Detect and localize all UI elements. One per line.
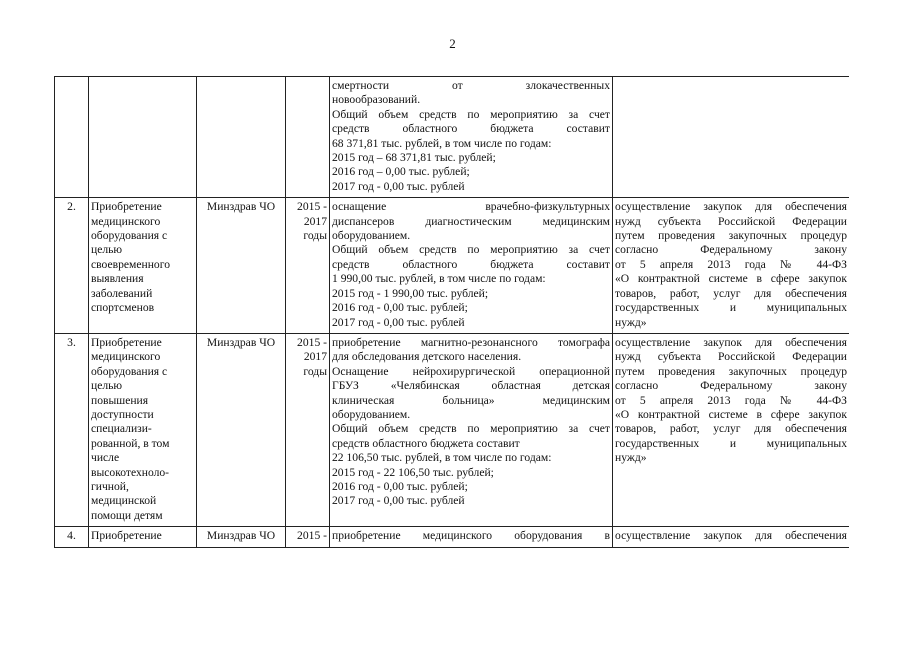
period-line: 2017 bbox=[303, 350, 327, 364]
procurement-line: «О контрактной системе в сфере закупок bbox=[615, 407, 847, 421]
activity-line: новообразований. bbox=[332, 93, 421, 107]
activity-line: приобретение магнитно-резонансного томографа bbox=[332, 335, 610, 349]
activity-name-line: своевременного bbox=[91, 257, 170, 271]
activity-line: 2017 год - 0,00 тыс. рублей bbox=[332, 179, 465, 193]
page-number: 2 bbox=[449, 36, 456, 51]
period-line: 2017 bbox=[303, 214, 327, 228]
procurement-line: товаров, работ, услуг для обеспечения bbox=[615, 286, 847, 300]
activity-name-line: повышения bbox=[91, 393, 149, 407]
activity-line: приобретение медицинского оборудования в bbox=[332, 529, 610, 543]
procurement-cell bbox=[613, 77, 850, 198]
activity-name-line: высокотехноло- bbox=[91, 465, 170, 479]
table-row bbox=[55, 333, 850, 526]
table-body bbox=[55, 77, 850, 548]
procurement-line: согласно Федеральному закону bbox=[615, 379, 847, 393]
period-line: годы bbox=[303, 229, 327, 243]
activity-name-cell bbox=[89, 527, 197, 547]
procurement-line: нужд субъекта Российской Федерации bbox=[615, 214, 847, 228]
executor-cell: Минздрав ЧО bbox=[197, 198, 286, 334]
activity-name-line: целью bbox=[91, 243, 123, 257]
activity-line: 1 990,00 тыс. рублей, в том числе по годам: bbox=[332, 272, 546, 286]
activity-cell bbox=[330, 333, 613, 526]
activity-name-line: Приобретение bbox=[91, 200, 162, 214]
activity-line: Общий объем средств по мероприятию за счет bbox=[332, 243, 610, 257]
activity-name-line: выявления bbox=[91, 272, 144, 286]
table-row bbox=[55, 198, 850, 334]
procurement-cell bbox=[613, 527, 850, 547]
executor-cell bbox=[197, 77, 286, 198]
executor-cell: Минздрав ЧО bbox=[197, 527, 286, 547]
procurement-cell bbox=[613, 333, 850, 526]
activity-line: 2016 год - 0,00 тыс. рублей; bbox=[332, 301, 468, 315]
activity-name-cell bbox=[89, 77, 197, 198]
period-cell bbox=[286, 527, 330, 547]
activity-line: 2016 год – 0,00 тыс. рублей; bbox=[332, 165, 470, 179]
period-line: годы bbox=[303, 364, 327, 378]
period-cell bbox=[286, 198, 330, 334]
activity-line: 2015 год – 68 371,81 тыс. рублей; bbox=[332, 151, 496, 165]
procurement-line: «О контрактной системе в сфере закупок bbox=[615, 272, 847, 286]
procurement-line: товаров, работ, услуг для обеспечения bbox=[615, 422, 847, 436]
activity-cell bbox=[330, 77, 613, 198]
activity-cell bbox=[330, 527, 613, 547]
row-number-cell bbox=[55, 77, 89, 198]
executor-cell: Минздрав ЧО bbox=[197, 333, 286, 526]
activity-line: ГБУЗ «Челябинская областная детская bbox=[332, 379, 610, 393]
procurement-line: путем проведения закупочных процедур bbox=[615, 364, 847, 378]
activity-line: 68 371,81 тыс. рублей, в том числе по годам: bbox=[332, 136, 552, 150]
activity-name-line: медицинской bbox=[91, 494, 157, 508]
activity-name-line: числе bbox=[91, 451, 120, 465]
activity-line: 2015 год - 1 990,00 тыс. рублей; bbox=[332, 286, 489, 300]
period-cell bbox=[286, 333, 330, 526]
row-number-cell: 3. bbox=[55, 333, 89, 526]
activity-name-line: рованной, в том bbox=[91, 436, 170, 450]
activity-line: 2016 год - 0,00 тыс. рублей; bbox=[332, 479, 468, 493]
activity-line: смертности от злокачественных bbox=[332, 79, 610, 92]
table-row bbox=[55, 77, 850, 198]
activity-line: Общий объем средств по мероприятию за счет bbox=[332, 107, 610, 121]
activity-name-line: спортсменов bbox=[91, 301, 155, 315]
row-number-cell: 4. bbox=[55, 527, 89, 547]
period-cell bbox=[286, 77, 330, 198]
activity-name-line: оборудования с bbox=[91, 229, 168, 243]
activity-name-line: целью bbox=[91, 379, 123, 393]
activity-name-cell bbox=[89, 333, 197, 526]
activity-line: 2017 год - 0,00 тыс. рублей bbox=[332, 315, 465, 329]
procurement-line: от 5 апреля 2013 года № 44-ФЗ bbox=[615, 393, 847, 407]
procurement-line: государственных и муниципальных bbox=[615, 301, 847, 315]
activity-line: Оснащение нейрохирургической операционной bbox=[332, 364, 610, 378]
row-number-cell: 2. bbox=[55, 198, 89, 334]
procurement-line: от 5 апреля 2013 года № 44-ФЗ bbox=[615, 257, 847, 271]
activity-name-line: заболеваний bbox=[91, 286, 153, 300]
activity-name-line: гичной, bbox=[91, 479, 129, 493]
activity-line: средств областного бюджета составит bbox=[332, 436, 520, 450]
period-line: 2015 - bbox=[297, 335, 327, 349]
activity-name-line: помощи детям bbox=[91, 508, 163, 522]
period-line: 2015 - bbox=[297, 529, 327, 543]
procurement-line: нужд» bbox=[615, 315, 647, 329]
activity-line: оборудованием. bbox=[332, 229, 411, 243]
procurement-line: нужд» bbox=[615, 451, 647, 465]
program-activities-table bbox=[54, 76, 849, 548]
activity-line: средств областного бюджета составит bbox=[332, 257, 610, 271]
activity-name-line: специализи- bbox=[91, 422, 152, 436]
activity-line: оборудованием. bbox=[332, 407, 411, 421]
procurement-line: согласно Федеральному закону bbox=[615, 243, 847, 257]
procurement-line: путем проведения закупочных процедур bbox=[615, 229, 847, 243]
procurement-line: осуществление закупок для обеспечения bbox=[615, 200, 847, 214]
activity-name-cell bbox=[89, 198, 197, 334]
activity-name-line: медицинского bbox=[91, 350, 161, 364]
activity-line: клиническая больница» медицинским bbox=[332, 393, 610, 407]
activity-line: оснащение врачебно-физкультурных bbox=[332, 200, 610, 214]
activity-line: средств областного бюджета составит bbox=[332, 122, 610, 136]
activity-name-line: Приобретение bbox=[91, 335, 162, 349]
activity-name-line: оборудования с bbox=[91, 364, 168, 378]
procurement-line: осуществление закупок для обеспечения bbox=[615, 335, 847, 349]
procurement-cell bbox=[613, 198, 850, 334]
table-row bbox=[55, 527, 850, 547]
procurement-line: осуществление закупок для обеспечения bbox=[615, 529, 847, 543]
activity-line: для обследования детского населения. bbox=[332, 350, 522, 364]
activity-name-line: медицинского bbox=[91, 214, 161, 228]
activity-name-line: Приобретение bbox=[91, 529, 162, 543]
period-line: 2015 - bbox=[297, 200, 327, 214]
activity-line: 2015 год - 22 106,50 тыс. рублей; bbox=[332, 465, 494, 479]
activity-line: диспансеров диагностическим медицинским bbox=[332, 214, 610, 228]
activity-cell bbox=[330, 198, 613, 334]
procurement-line: государственных и муниципальных bbox=[615, 436, 847, 450]
activity-line: 22 106,50 тыс. рублей, в том числе по годам: bbox=[332, 451, 552, 465]
activity-name-line: доступности bbox=[91, 407, 154, 421]
procurement-line: нужд субъекта Российской Федерации bbox=[615, 350, 847, 364]
document-table-container bbox=[54, 76, 849, 646]
activity-line: 2017 год - 0,00 тыс. рублей bbox=[332, 494, 465, 508]
activity-line: Общий объем средств по мероприятию за счет bbox=[332, 422, 610, 436]
